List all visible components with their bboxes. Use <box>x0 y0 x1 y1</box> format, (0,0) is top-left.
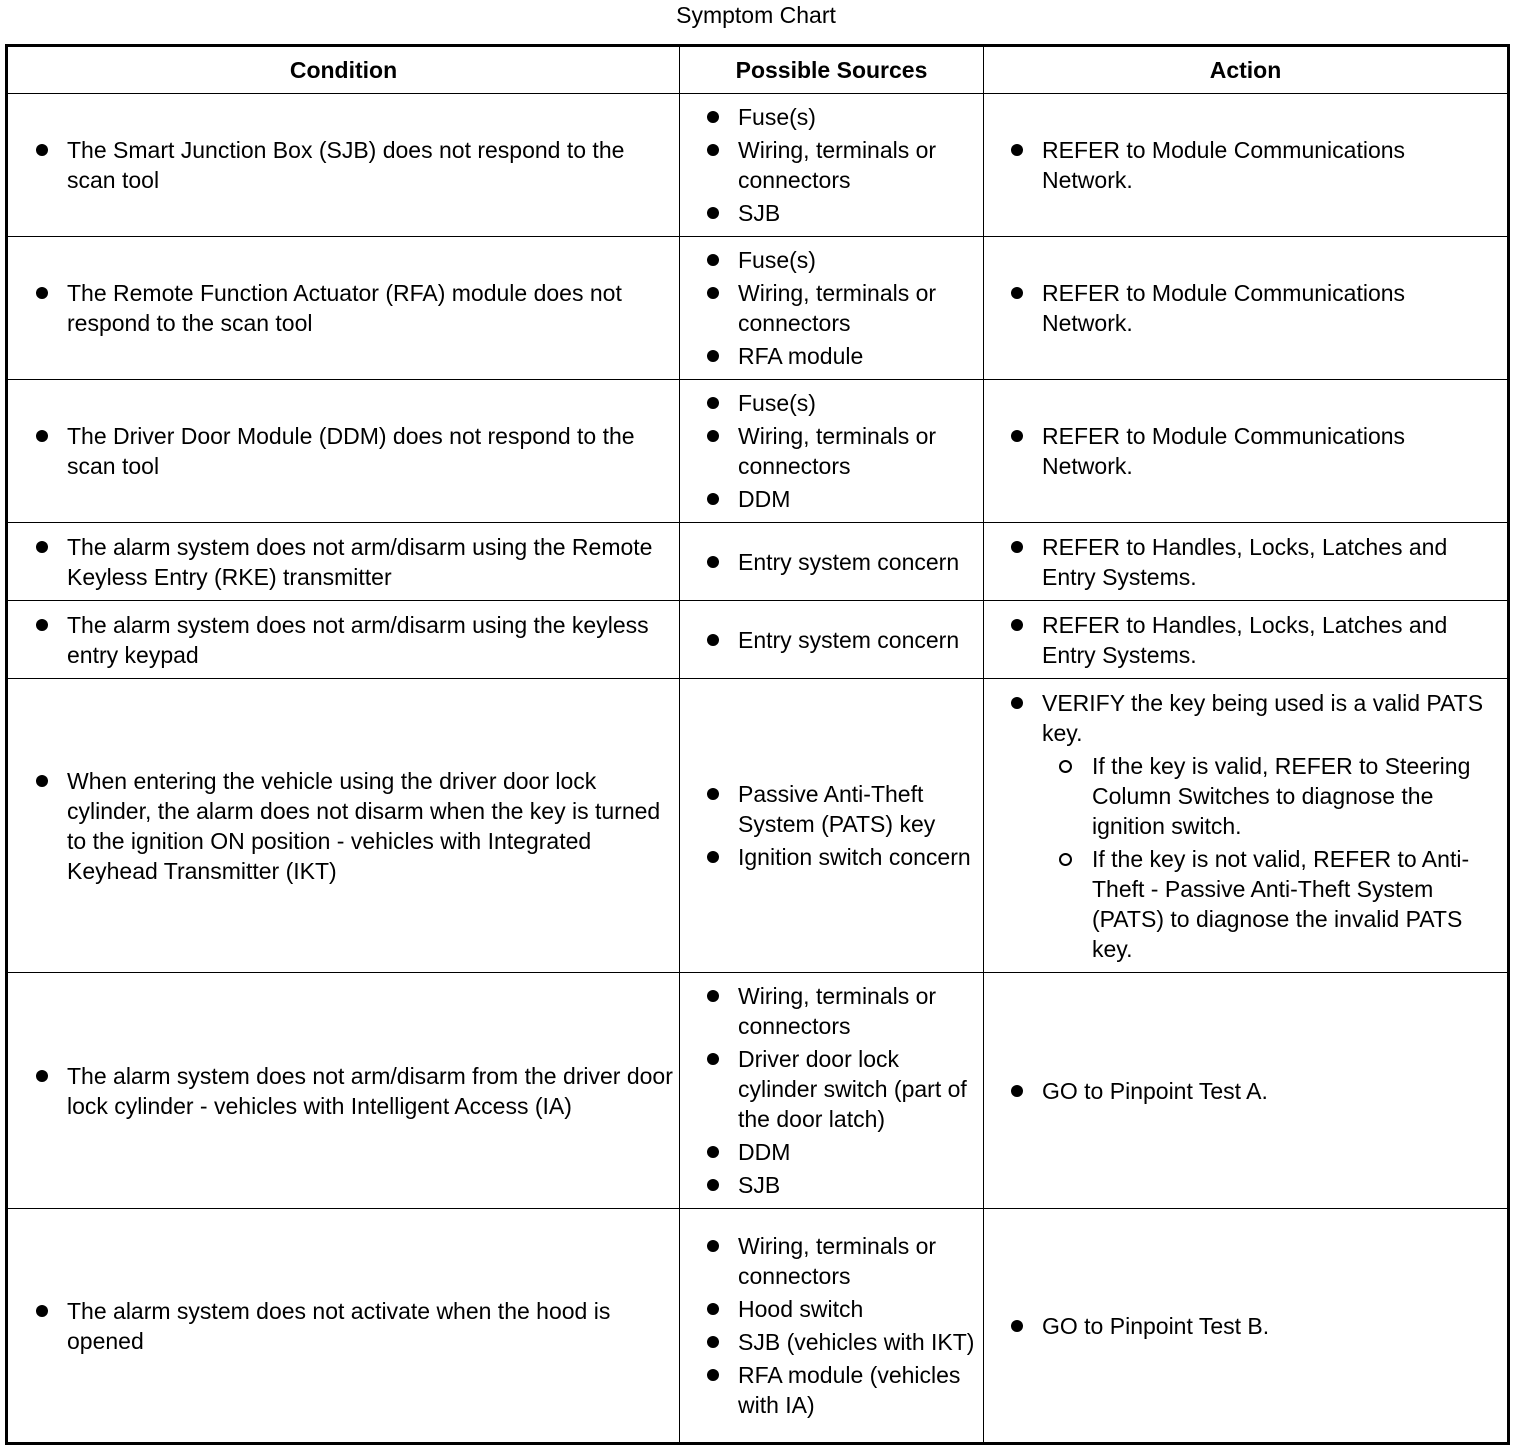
action-text: REFER to Handles, Locks, Latches and Entry Systems. <box>984 532 1507 592</box>
action-text: REFER to Module Communications Network. <box>984 278 1507 338</box>
header-possible-sources: Possible Sources <box>680 46 984 94</box>
action-cell <box>984 973 1509 1209</box>
action-cell <box>984 523 1509 601</box>
source-item: Wiring, terminals or connectors <box>680 278 983 338</box>
sources-cell <box>680 1209 984 1444</box>
source-item: Wiring, terminals or connectors <box>680 981 983 1041</box>
source-item: Wiring, terminals or connectors <box>680 135 983 195</box>
condition-cell <box>7 679 680 973</box>
action-subitem: If the key is valid, REFER to Steering Column Switches to diagnose the ignition switch. <box>1042 751 1499 841</box>
source-item: Entry system concern <box>680 547 983 577</box>
source-item: Wiring, terminals or connectors <box>680 1231 983 1291</box>
condition-cell <box>7 523 680 601</box>
action-text: REFER to Module Communications Network. <box>984 421 1507 481</box>
source-item: Ignition switch concern <box>680 842 983 872</box>
action-text: REFER to Handles, Locks, Latches and Entry Systems. <box>984 610 1507 670</box>
source-item: Driver door lock cylinder switch (part of the door latch) <box>680 1044 983 1134</box>
source-item: Entry system concern <box>680 625 983 655</box>
sources-cell <box>680 523 984 601</box>
condition-text: The alarm system does not arm/disarm from the driver door lock cylinder - vehicles with Intelligent Access (IA) <box>8 1061 679 1121</box>
source-item: SJB <box>680 1170 983 1200</box>
action-cell <box>984 237 1509 380</box>
condition-text: The Smart Junction Box (SJB) does not respond to the scan tool <box>8 135 679 195</box>
condition-cell <box>7 237 680 380</box>
sources-cell <box>680 380 984 523</box>
sources-cell <box>680 601 984 679</box>
condition-text: The alarm system does not activate when the hood is opened <box>8 1296 679 1356</box>
action-subitem: If the key is not valid, REFER to Anti-Theft - Passive Anti-Theft System (PATS) to diagnose the invalid PATS key. <box>1042 844 1499 964</box>
table-row <box>7 523 1509 601</box>
header-condition: Condition <box>7 46 680 94</box>
condition-cell <box>7 380 680 523</box>
condition-cell <box>7 94 680 237</box>
condition-text: The Remote Function Actuator (RFA) module does not respond to the scan tool <box>8 278 679 338</box>
action-text: REFER to Module Communications Network. <box>984 135 1507 195</box>
sources-cell <box>680 94 984 237</box>
table-row <box>7 679 1509 973</box>
table-row <box>7 601 1509 679</box>
sources-cell <box>680 679 984 973</box>
action-cell <box>984 601 1509 679</box>
table-row <box>7 94 1509 237</box>
source-item: Passive Anti-Theft System (PATS) key <box>680 779 983 839</box>
symptom-chart-table <box>5 44 1510 1445</box>
table-row <box>7 380 1509 523</box>
source-item: Wiring, terminals or connectors <box>680 421 983 481</box>
source-item: RFA module <box>680 341 983 371</box>
source-item: SJB <box>680 198 983 228</box>
source-item: DDM <box>680 484 983 514</box>
sources-cell <box>680 237 984 380</box>
table-header-row <box>7 46 1509 94</box>
source-item: Fuse(s) <box>680 245 983 275</box>
sources-cell <box>680 973 984 1209</box>
action-cell <box>984 679 1509 973</box>
source-item: RFA module (vehicles with IA) <box>680 1360 983 1420</box>
action-item <box>984 688 1507 964</box>
header-action: Action <box>984 46 1509 94</box>
action-text: GO to Pinpoint Test B. <box>984 1311 1507 1341</box>
source-item: SJB (vehicles with IKT) <box>680 1327 983 1357</box>
table-row <box>7 973 1509 1209</box>
source-item: Fuse(s) <box>680 388 983 418</box>
source-item: Fuse(s) <box>680 102 983 132</box>
table-row <box>7 1209 1509 1444</box>
table-row <box>7 237 1509 380</box>
chart-title: Symptom Chart <box>676 2 836 28</box>
condition-text: The alarm system does not arm/disarm using the Remote Keyless Entry (RKE) transmitter <box>8 532 679 592</box>
action-cell <box>984 380 1509 523</box>
source-item: Hood switch <box>680 1294 983 1324</box>
action-text: GO to Pinpoint Test A. <box>984 1076 1507 1106</box>
condition-cell <box>7 601 680 679</box>
condition-cell <box>7 1209 680 1444</box>
source-item: DDM <box>680 1137 983 1167</box>
condition-cell <box>7 973 680 1209</box>
condition-text: The alarm system does not arm/disarm using the keyless entry keypad <box>8 610 679 670</box>
condition-text: When entering the vehicle using the driver door lock cylinder, the alarm does not disarm when the key is turned to the ignition ON position - vehicles with Integrated Keyhead Transmitter (IKT) <box>8 766 679 886</box>
action-text: VERIFY the key being used is a valid PATS key. <box>1042 689 1484 746</box>
action-cell <box>984 94 1509 237</box>
action-cell <box>984 1209 1509 1444</box>
condition-text: The Driver Door Module (DDM) does not respond to the scan tool <box>8 421 679 481</box>
